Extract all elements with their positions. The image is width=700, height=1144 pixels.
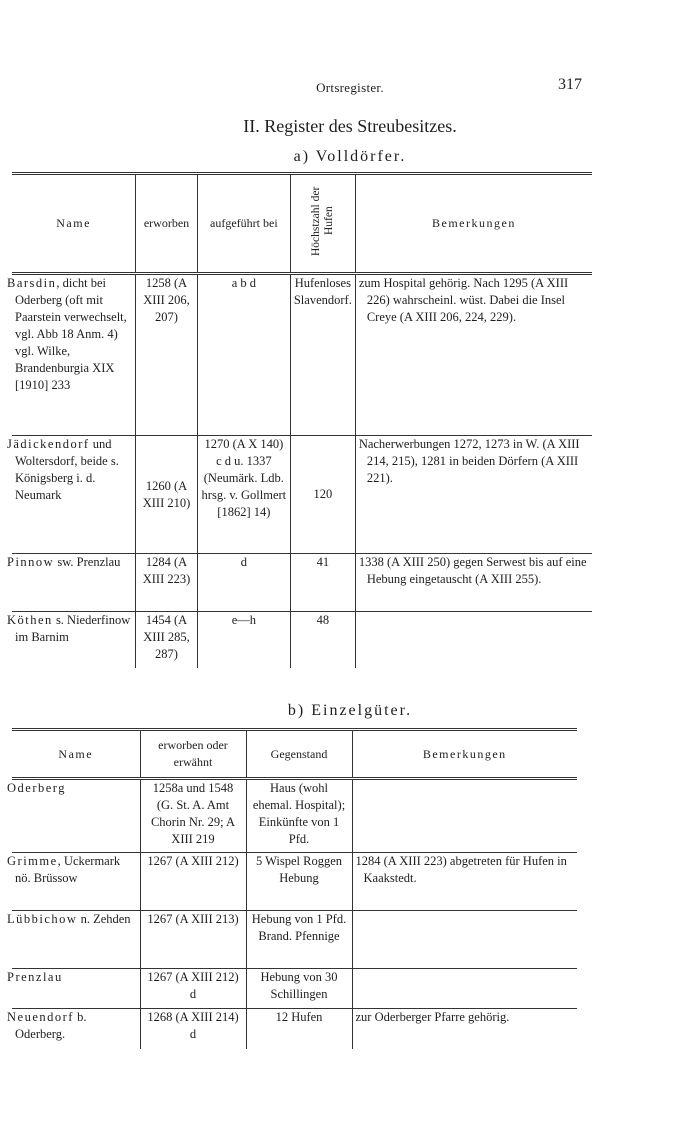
acquired-cell: 1454 (A XIII 285, 287) xyxy=(136,612,198,668)
place-name: Barsdin, dicht bei Oderberg (oft mit Paarstein verwechselt, vgl. Abb 18 Anm. 4) vgl. Wilke, Brandenburgia XIX [1910] 233 xyxy=(7,276,127,392)
table-header-row xyxy=(12,730,577,779)
table-b-title: b) Einzelgüter. xyxy=(287,702,413,719)
col-header-object: Gegenstand xyxy=(246,730,352,779)
remarks-cell: Nacherwerbungen 1272, 1273 in W. (A XIII 214, 215), 1281 in beiden Dörfern (A XIII 221). xyxy=(355,436,592,554)
place-name: Oderberg xyxy=(7,781,66,795)
col-header-remarks: Bemerkungen xyxy=(352,730,577,779)
hufen-cell: 120 xyxy=(290,436,355,554)
acquired-cell: 1267 (A XIII 212) d xyxy=(140,969,246,1009)
object-cell: Haus (wohl ehemal. Hospital); Einkünfte von 1 Pfd. xyxy=(246,779,352,853)
place-name: Grimme, Uckermark nö. Brüssow xyxy=(12,853,140,911)
object-cell: 12 Hufen xyxy=(246,1009,352,1049)
table-row xyxy=(12,969,577,1009)
hufen-header-text: Höchstzahl der Hufen xyxy=(309,186,335,256)
remarks-cell: 1284 (A XIII 223) abgetreten für Hufen in Kaakstedt. xyxy=(352,853,577,911)
table-row xyxy=(12,274,592,436)
table-row xyxy=(12,1009,577,1049)
object-cell: Hebung von 1 Pfd. Brand. Pfennige xyxy=(246,911,352,969)
object-cell: Hebung von 30 Schillingen xyxy=(246,969,352,1009)
place-name: Pinnow sw. Prenzlau xyxy=(12,554,136,612)
hufen-cell: Hufenloses Slavendorf. xyxy=(290,274,355,436)
page-number: 317 xyxy=(558,76,582,93)
col-header-hufen xyxy=(290,174,355,274)
remarks-cell xyxy=(352,779,577,853)
remarks-cell: zum Hospital gehörig. Nach 1295 (A XIII 226) wahrscheinl. wüst. Dabei die Insel Creye (A XIII 206, 224, 229). xyxy=(355,274,592,436)
col-header-acquired: erworben oder erwähnt xyxy=(140,730,246,779)
place-name: Lübbichow n. Zehden xyxy=(12,911,140,969)
listed-cell: 1270 (A X 140) c d u. 1337 (Neumärk. Ldb. hrsg. v. Gollmert [1862] 14) xyxy=(197,436,290,554)
acquired-cell: 1267 (A XIII 213) xyxy=(140,911,246,969)
acquired-cell: 1258a und 1548 (G. St. A. Amt Chorin Nr. 29; A XIII 219 xyxy=(140,779,246,853)
table-row xyxy=(12,911,577,969)
einzelgueter-table xyxy=(7,728,577,1049)
remarks-cell: zur Oderberger Pfarre gehörig. xyxy=(352,1009,577,1049)
col-header-name: Name xyxy=(12,174,136,274)
listed-cell: a b d xyxy=(197,274,290,436)
object-cell: 5 Wispel Roggen Hebung xyxy=(246,853,352,911)
remarks-cell xyxy=(352,969,577,1009)
place-name: Prenzlau xyxy=(12,969,140,1009)
table-a-title: a) Volldörfer. xyxy=(293,148,407,165)
col-header-remarks: Bemerkungen xyxy=(355,174,592,274)
section-title: II. Register des Streubesitzes. xyxy=(243,116,457,136)
acquired-cell: 1267 (A XIII 212) xyxy=(140,853,246,911)
acquired-cell: 1260 (A XIII 210) xyxy=(136,436,198,554)
place-name: Köthen s. Niederfinow im Barnim xyxy=(12,612,136,668)
table-row xyxy=(12,612,592,668)
table-header-row xyxy=(12,174,592,274)
listed-cell: e—h xyxy=(197,612,290,668)
col-header-name: Name xyxy=(12,730,140,779)
col-header-listed: aufgeführt bei xyxy=(197,174,290,274)
acquired-cell: 1258 (A XIII 206, 207) xyxy=(136,274,198,436)
place-name: Neuendorf b. Oderberg. xyxy=(12,1009,140,1049)
table-row xyxy=(12,853,577,911)
hufen-cell: 48 xyxy=(290,612,355,668)
table-row xyxy=(12,436,592,554)
remarks-cell xyxy=(355,612,592,668)
remarks-cell: 1338 (A XIII 250) gegen Serwest bis auf eine Hebung eingetauscht (A XIII 255). xyxy=(355,554,592,612)
listed-cell: d xyxy=(197,554,290,612)
acquired-cell: 1268 (A XIII 214) d xyxy=(140,1009,246,1049)
running-title: Ortsregister. xyxy=(316,80,384,95)
acquired-cell: 1284 (A XIII 223) xyxy=(136,554,198,612)
table-row xyxy=(12,554,592,612)
table-row xyxy=(12,779,577,853)
place-name: Jädickendorf und Woltersdorf, beide s. Königsberg i. d. Neumark xyxy=(12,436,136,554)
col-header-acquired: erworben xyxy=(136,174,198,274)
remarks-cell xyxy=(352,911,577,969)
hufen-cell: 41 xyxy=(290,554,355,612)
volldoerfer-table xyxy=(7,172,592,668)
